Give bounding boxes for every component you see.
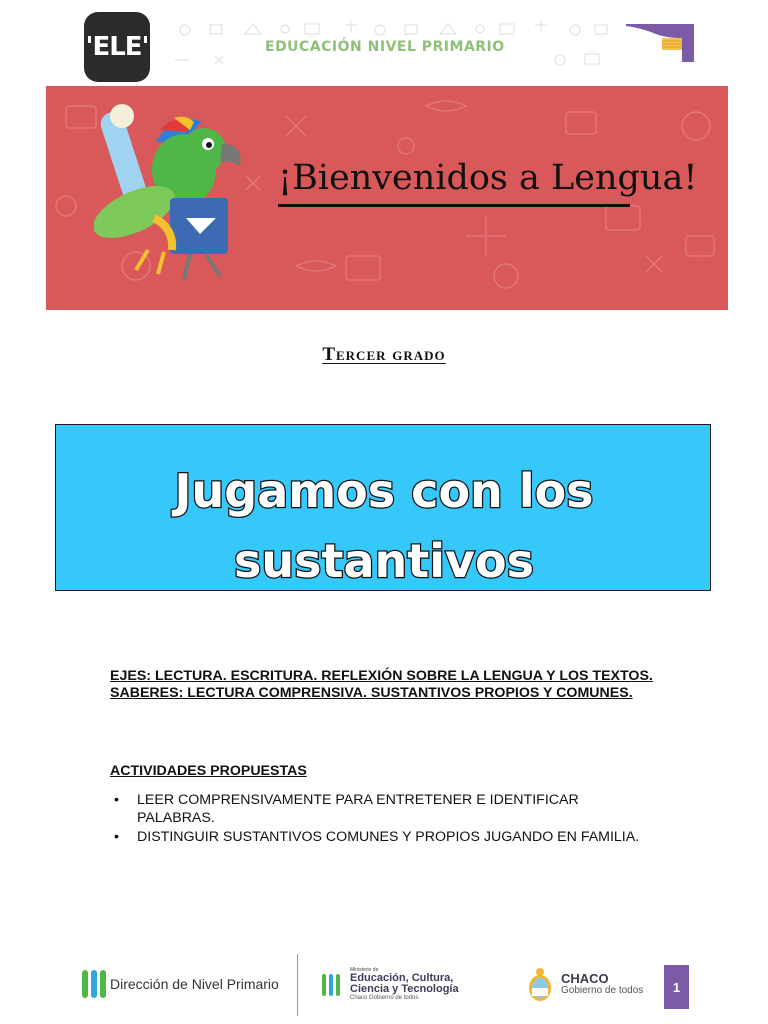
banner-title: ¡Bienvenidos a Lengua! bbox=[278, 158, 698, 198]
bullet-icon: • bbox=[114, 829, 119, 845]
corner-decoration bbox=[626, 24, 696, 64]
chaco-shield-icon bbox=[527, 966, 553, 1002]
grade-heading bbox=[0, 344, 768, 366]
bullet-icon: • bbox=[114, 792, 119, 808]
chaco-name: CHACO bbox=[561, 970, 609, 986]
ele-logo-text: 'ELE' bbox=[85, 32, 149, 62]
footer-ministerio-logo bbox=[322, 968, 459, 1001]
activity-title-line2: sustantivos bbox=[233, 534, 535, 588]
footer-chaco-logo bbox=[527, 966, 643, 1002]
activity-title-box bbox=[55, 424, 711, 591]
activities-heading: ACTIVIDADES PROPUESTAS bbox=[110, 763, 307, 779]
ministerio-bars-icon bbox=[322, 974, 340, 996]
list-item bbox=[110, 829, 650, 847]
activity-title-text bbox=[56, 425, 712, 592]
curriculum-info bbox=[110, 668, 670, 702]
saberes-text: SABERES: LECTURA COMPRENSIVA. SUSTANTIVOS PROPIOS Y COMUNES. bbox=[110, 685, 633, 701]
page-number-badge: 1 bbox=[664, 965, 689, 1009]
welcome-banner bbox=[46, 86, 728, 310]
activities-list bbox=[110, 792, 650, 849]
footer-divider bbox=[297, 954, 298, 1016]
ele-logo bbox=[84, 12, 150, 82]
direccion-bars-icon bbox=[82, 970, 106, 998]
activity-title-line1: Jugamos con los bbox=[174, 464, 594, 518]
ministerio-small-text: Ministerio de bbox=[350, 967, 379, 973]
parrot-mascot-illustration bbox=[94, 100, 254, 290]
ministerio-line2: Ciencia y Tecnología bbox=[350, 983, 459, 995]
chaco-sub-text: Gobierno de todos bbox=[561, 984, 644, 996]
list-item bbox=[110, 792, 650, 827]
banner-title-underline bbox=[278, 204, 630, 207]
activity-item-text: LEER COMPRENSIVAMENTE PARA ENTRETENER E IDENTIFICAR PALABRAS. bbox=[137, 792, 579, 826]
ejes-text: EJES: LECTURA. ESCRITURA. REFLEXIÓN SOBRE LA LENGUA Y LOS TEXTOS. bbox=[110, 668, 653, 684]
activity-item-text: DISTINGUIR SUSTANTIVOS COMUNES Y PROPIOS JUGANDO EN FAMILIA. bbox=[137, 829, 640, 845]
grade-text: Tercer grado bbox=[322, 344, 446, 365]
footer-direccion-logo bbox=[82, 968, 279, 1000]
direccion-text: Dirección de Nivel Primario bbox=[110, 976, 279, 992]
ministerio-line1: Educación, Cultura, bbox=[350, 972, 454, 984]
header-title: EDUCACIÓN NIVEL PRIMARIO bbox=[265, 39, 505, 55]
ministerio-sub-text: Chaco Gobierno de todos bbox=[350, 995, 419, 1001]
